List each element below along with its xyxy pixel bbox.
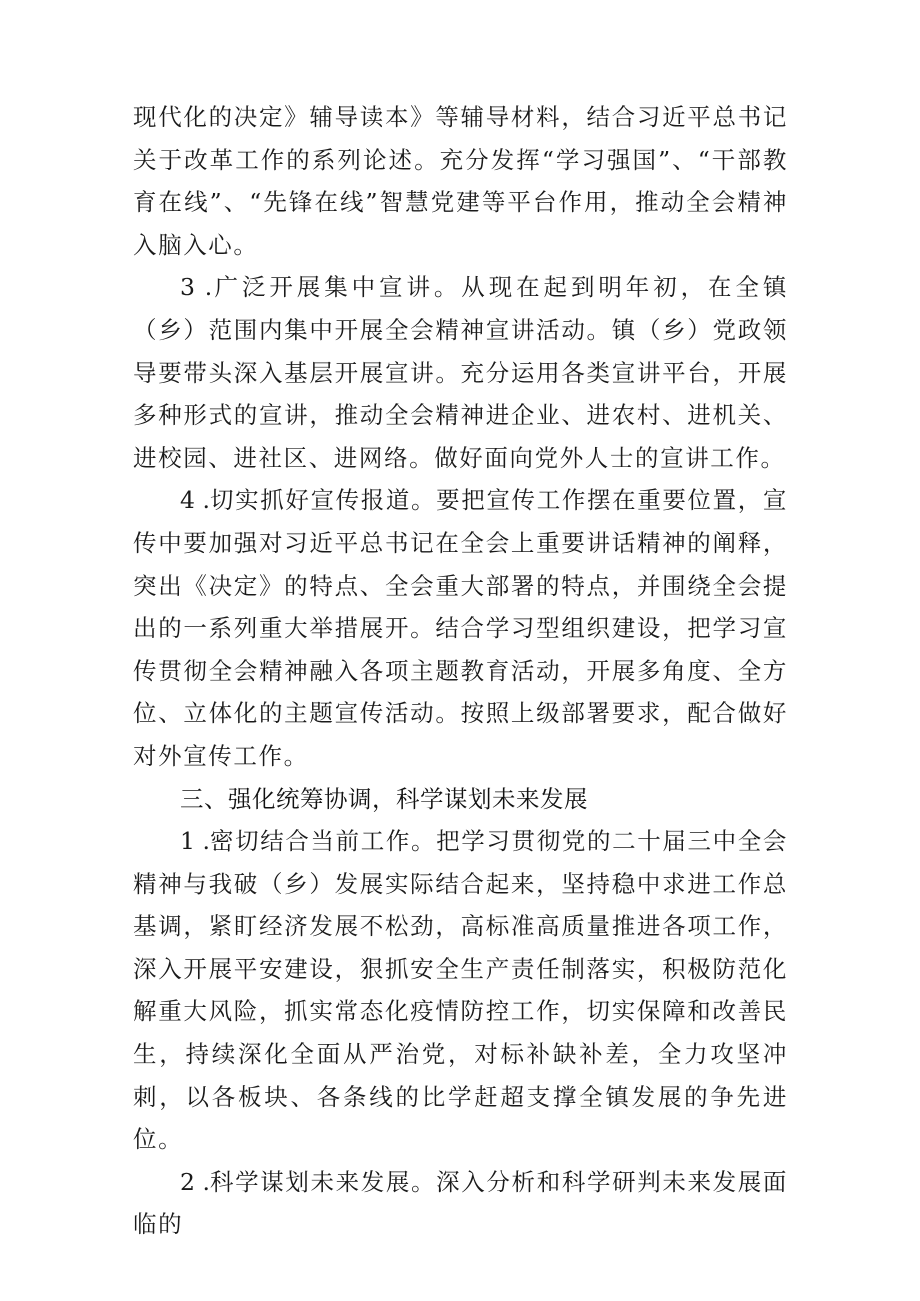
item-number: 1 .	[180, 827, 210, 856]
paragraph-continuation: 现代化的决定》辅导读本》等辅导材料，结合习近平总书记关于改革工作的系列论述。充分发挥“学习强国”、“干部教育在线”、“先锋在线”智慧党建等平台作用，推动全会精神入脑入心。	[133, 103, 788, 259]
item-text: 切实抓好宣传报道。要把宣传工作摆在重要位置，宣传中要加强对习近平总书记在全会上重要讲话精神的阐释，突出《决定》的特点、全会重大部署的特点，并围绕全会提出的一系列重大举措展开。结合学习型组织建设，把学习宣传贯彻全会精神融入各项主题教育活动，开展多角度、全方位、立体化的主题宣传活动。按照上级部署要求，配合做好对外宣传工作。	[133, 486, 788, 770]
paragraph-item-4	[133, 479, 788, 777]
item-number: 2 .	[180, 1167, 210, 1196]
item-text: 科学谋划未来发展。深入分析和科学研判未来发展面临的	[133, 1167, 788, 1239]
item-number: 3 .	[180, 273, 213, 302]
paragraph-item-1	[133, 820, 788, 1161]
item-text: 广泛开展集中宣讲。从现在起到明年初，在全镇（乡）范围内集中开展全会精神宣讲活动。镇（乡）党政领导要带头深入基层开展宣讲。充分运用各类宣讲平台，开展多种形式的宣讲，推动全会精神进企业、进农村、进机关、进校园、进社区、进网络。做好面向党外人士的宣讲工作。	[133, 273, 788, 472]
document-page	[133, 96, 788, 1246]
item-number: 4 .	[180, 486, 210, 515]
section-heading: 三、强化统筹协调，科学谋划未来发展	[180, 784, 588, 813]
paragraph-item-3	[133, 266, 788, 479]
item-text: 密切结合当前工作。把学习贯彻党的二十届三中全会精神与我破（乡）发展实际结合起来，坚持稳中求进工作总基调，紧盯经济发展不松劲，高标准高质量推进各项工作，深入开展平安建设，狠抓安全生产责任制落实，积极防范化解重大风险，抓实常态化疫情防控工作，切实保障和改善民生，持续深化全面从严治党，对标补缺补差，全力攻坚冲刺，以各板块、各条线的比学赶超支撑全镇发展的争先进位。	[133, 827, 788, 1154]
paragraph-item-2	[133, 1161, 788, 1246]
